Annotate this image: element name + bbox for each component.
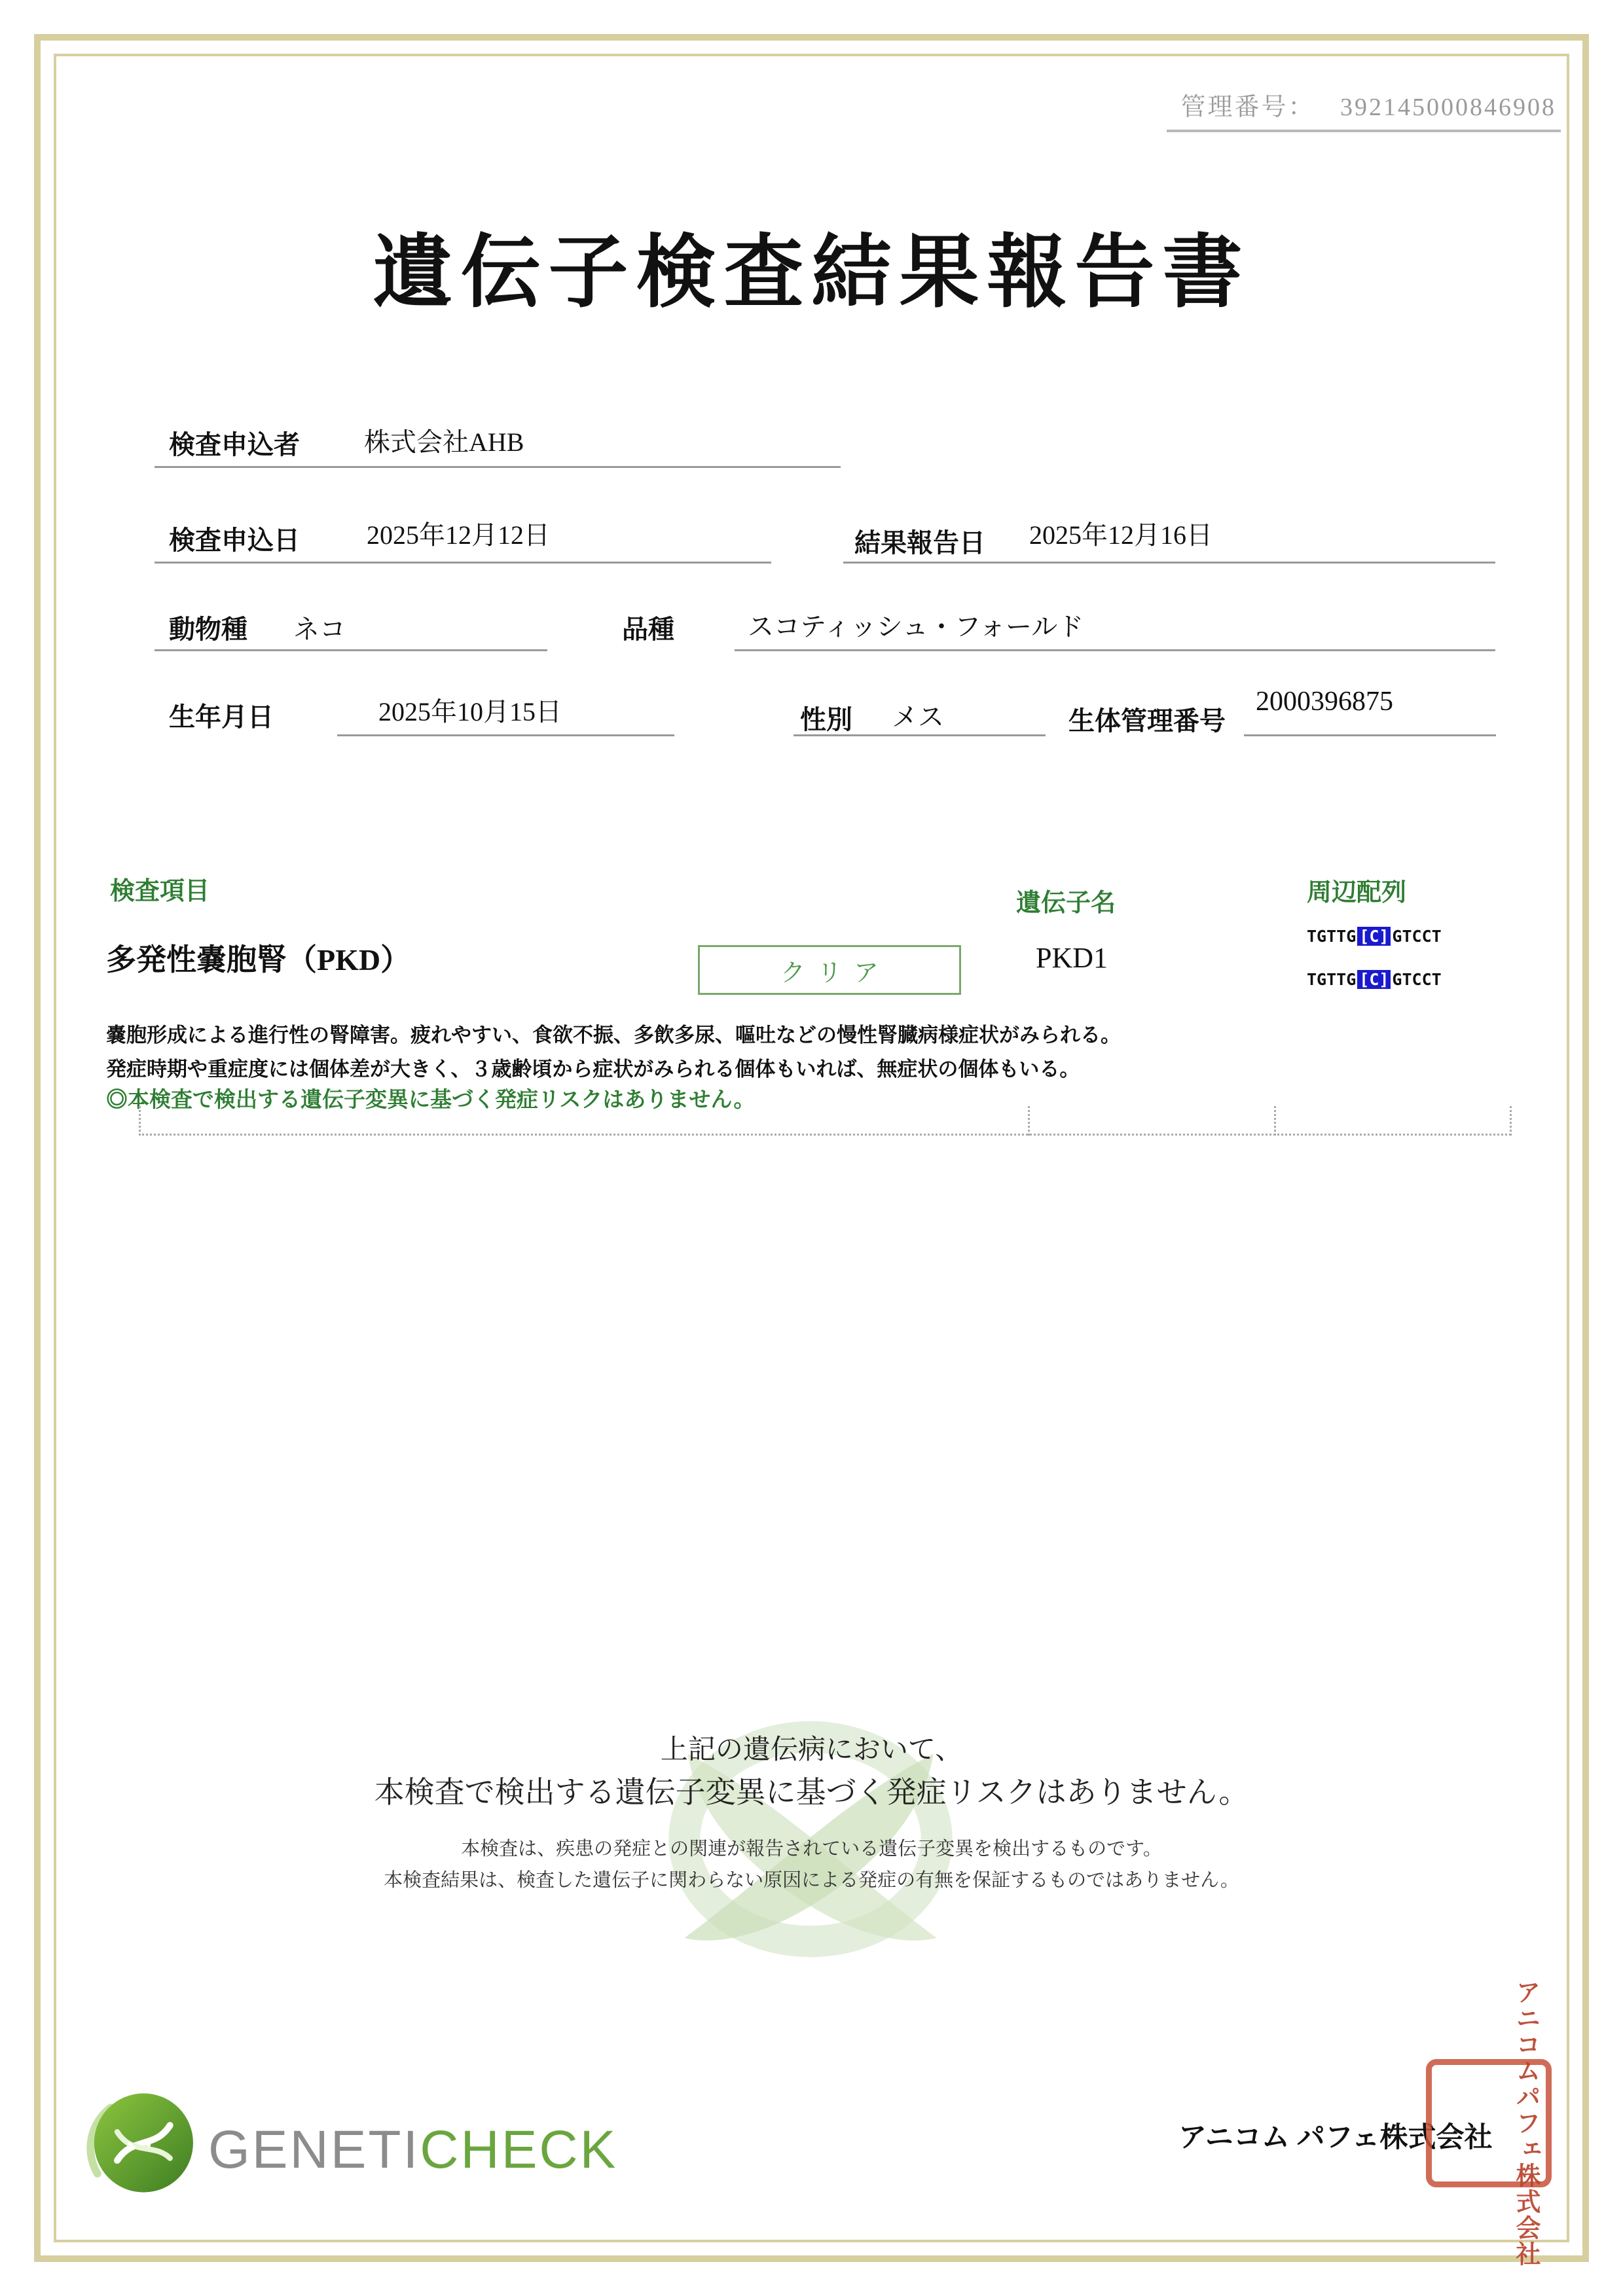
geneticheck-dna-logo-icon — [86, 2088, 196, 2198]
test-item-name: 多発性嚢胞腎（PKD） — [106, 943, 411, 977]
sex-label: 性別 — [800, 705, 852, 734]
sequence-1-variant: [C] — [1357, 927, 1391, 946]
report-title: 遺伝子検査結果報告書 — [373, 229, 1250, 317]
results-table-divider-gene — [1028, 1106, 1030, 1136]
breed-label: 品種 — [622, 615, 674, 644]
application-date-label: 検査申込日 — [169, 526, 300, 555]
application-date-value: 2025年12月12日 — [367, 520, 550, 550]
sequence-2-post: GTCCT — [1392, 970, 1442, 989]
sequence-1-post: GTCCT — [1392, 927, 1442, 946]
management-number-label: 管理番号： — [1180, 94, 1315, 121]
results-table-bottom-border — [139, 1134, 1511, 1136]
birth-date-underline — [337, 734, 674, 736]
result-badge-label: クリア — [780, 959, 890, 987]
management-number — [1180, 86, 1556, 122]
results-header-gene-name: 遺伝子名 — [1016, 889, 1116, 917]
summary-disclaimer-2: 本検査結果は、検査した遺伝子に関わらない原因による発症の有無を保証するものではありません。 — [384, 1870, 1239, 1891]
summary-disclaimer-1: 本検査は、疾患の発症との関連が報告されている遺伝子変異を検出するものです。 — [461, 1839, 1162, 1859]
breed-underline — [735, 649, 1495, 651]
company-name: アニコム パフェ株式会社 — [1178, 2123, 1493, 2153]
results-table-divider-sequence — [1274, 1106, 1276, 1136]
birth-date-label: 生年月日 — [169, 702, 274, 732]
gene-name-value: PKD1 — [1036, 942, 1108, 974]
results-table-divider-left — [139, 1106, 141, 1136]
sequence-line-2 — [1307, 970, 1442, 989]
results-header-sequence: 周辺配列 — [1307, 879, 1407, 906]
logo-text-geneti: GENETI — [208, 2120, 420, 2179]
applicant-underline — [155, 466, 841, 468]
report-date-label: 結果報告日 — [854, 528, 985, 558]
logo-text-check: CHECK — [420, 2120, 618, 2179]
applicant-value: 株式会社AHB — [364, 427, 524, 457]
sequence-1-pre: TGTTG — [1307, 927, 1357, 946]
disease-description-line-1: 嚢胞形成による進行性の腎障害。疲れやすい、食欲不振、多飲多尿、嘔吐などの慢性腎臓病様症状がみられる。 — [106, 1024, 1121, 1047]
species-value: ネコ — [293, 615, 346, 644]
summary-line-1: 上記の遺伝病において、 — [660, 1734, 963, 1765]
species-underline — [155, 649, 547, 651]
animal-id-label: 生体管理番号 — [1068, 706, 1226, 736]
disease-description-line-2: 発症時期や重症度には個体差が大きく、３歳齢頃から症状がみられる個体もいれば、無症状の個体もいる。 — [106, 1058, 1080, 1081]
geneticheck-logo-text — [208, 2119, 617, 2181]
stamp-column-1: アニコム — [1512, 1979, 1539, 2084]
management-number-underline — [1167, 130, 1561, 132]
sequence-line-1 — [1307, 927, 1442, 946]
breed-value: スコティッシュ・フォールド — [748, 612, 1084, 641]
summary-line-2: 本検査で検出する遺伝子変異に基づく発症リスクはありません。 — [374, 1775, 1249, 1809]
report-date-underline — [843, 562, 1495, 564]
sex-value: メス — [892, 702, 944, 732]
results-table-divider-right — [1510, 1106, 1512, 1136]
animal-id-underline — [1244, 734, 1496, 736]
risk-note: ◎本検査で検出する遺伝子変異に基づく発症リスクはありません。 — [106, 1088, 756, 1112]
result-badge — [698, 945, 961, 995]
sex-underline — [793, 734, 1046, 736]
applicant-label: 検査申込者 — [169, 430, 300, 459]
animal-id-value: 2000396875 — [1256, 687, 1393, 717]
stamp-column-3: 株式会社 — [1512, 2162, 1539, 2267]
sequence-2-variant: [C] — [1357, 970, 1391, 989]
application-date-underline — [155, 562, 771, 564]
results-header-test-item: 検査項目 — [110, 878, 210, 905]
management-number-value: 392145000846908 — [1340, 94, 1556, 121]
stamp-column-2: パフェ — [1512, 2084, 1539, 2162]
company-seal-stamp — [1426, 1979, 1552, 2267]
species-label: 動物種 — [169, 615, 247, 644]
report-date-value: 2025年12月16日 — [1029, 520, 1213, 550]
sequence-2-pre: TGTTG — [1307, 970, 1357, 989]
birth-date-value: 2025年10月15日 — [378, 697, 562, 726]
